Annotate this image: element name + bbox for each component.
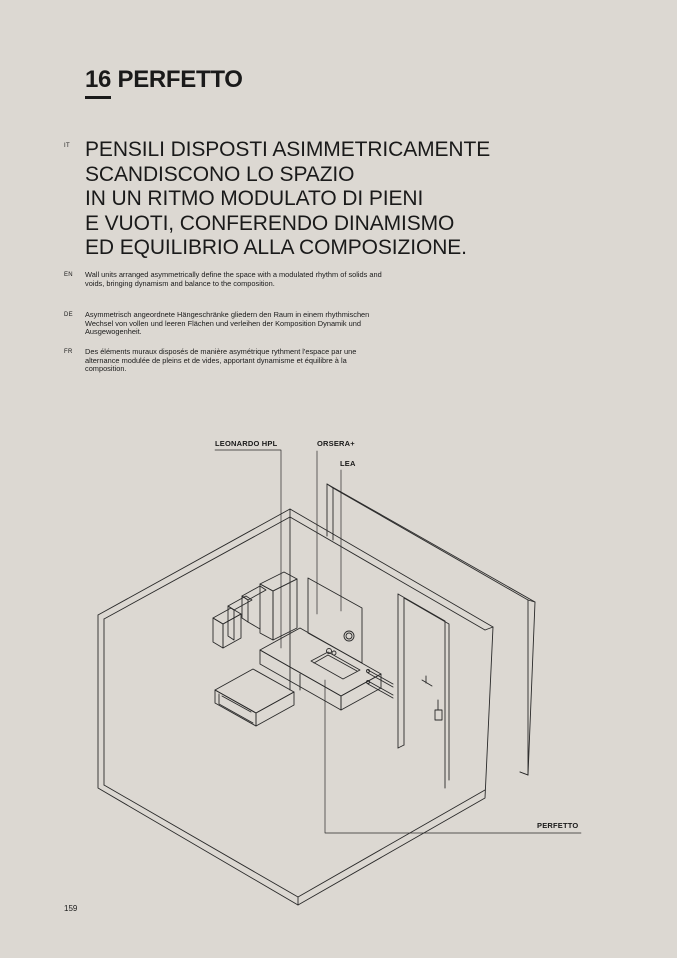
it-line: E VUOTI, CONFERENDO DINAMISMO (85, 211, 455, 235)
label-lea: LEA (340, 459, 356, 468)
translation-text-fr: Des éléments muraux disposés de manière asymétrique rythment l'espace par une alternance modulée de pleins et de vides, apportant dynamisme et équilibre à la composition. (85, 347, 357, 374)
it-line: ED EQUILIBRIO ALLA COMPOSIZIONE. (85, 236, 467, 259)
door-opening (398, 594, 449, 788)
lang-code-it: IT (64, 143, 70, 149)
mirror (308, 578, 362, 663)
translation-text-en: Wall units arranged asymmetrically define the space with a modulated rhythm of solids and voids, bringing dynamism and balance to the composition. (85, 270, 382, 288)
translation-text-de: Asymmetrisch angeordnete Hängeschränke gliedern den Raum in einem rhythmischen Wechsel von vollen und leeren Flächen und verleihen der Komposition Dynamik und Ausgewogenheit. (85, 310, 370, 337)
it-line: IN UN RITMO MODULATO DI PIENI (85, 187, 424, 210)
lang-code-fr: FR (64, 349, 73, 355)
heading-number: 16 (85, 66, 112, 93)
it-line: PENSILI DISPOSTI ASIMMETRICAMENTE (85, 138, 491, 161)
lang-code-de: DE (64, 312, 73, 318)
lang-code-en: EN (64, 272, 73, 278)
heading-title: PERFETTO (117, 66, 243, 93)
label-leonardo-hpl: LEONARDO HPL (215, 439, 278, 448)
partition-wall (327, 484, 535, 775)
label-perfetto: PERFETTO (537, 821, 579, 830)
label-orsera-plus: ORSERA+ (317, 439, 355, 448)
low-cabinet (215, 669, 294, 726)
room-walls (98, 509, 493, 905)
page-number: 159 (64, 904, 78, 913)
it-line: SCANDISCONO LO SPAZIO (85, 162, 355, 186)
